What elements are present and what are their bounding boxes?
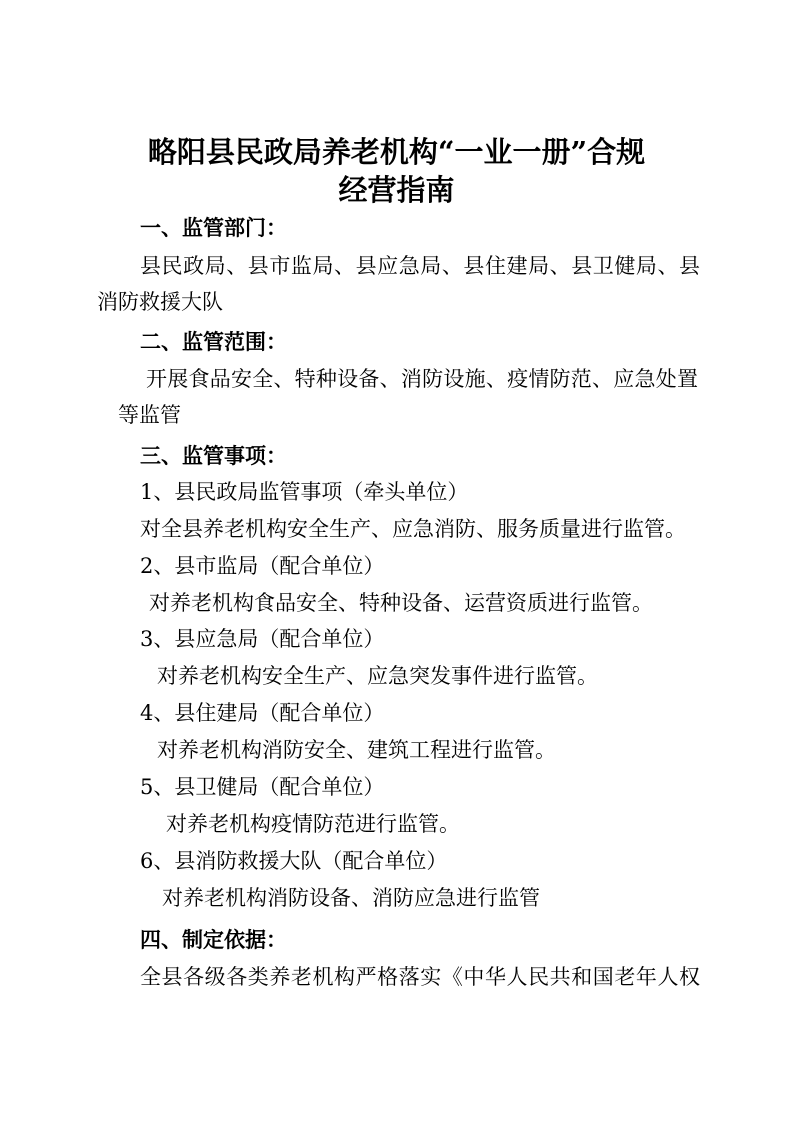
matter-item-description: 对全县养老机构安全生产、应急消防、服务质量进行监管。	[140, 517, 686, 541]
matter-item-description: 对养老机构消防安全、建筑工程进行监管。	[157, 738, 556, 762]
matter-item-description: 对养老机构食品安全、特种设备、运营资质进行监管。	[149, 591, 653, 615]
matter-item-title: 6、县消防救援大队（配合单位）	[140, 849, 448, 873]
section-body-line: 全县各级各类养老机构严格落实《中华人民共和国老年人权	[140, 965, 700, 989]
document-title-line-2: 经营指南	[338, 173, 455, 207]
section-body-line: 开展食品安全、特种设备、消防设施、疫情防范、应急处置	[146, 367, 698, 391]
document-title-line-1: 略阳县民政局养老机构“一业一册”合规	[147, 135, 646, 169]
matter-item-title: 4、县住建局（配合单位）	[140, 701, 385, 725]
matter-item-title: 5、县卫健局（配合单位）	[140, 775, 385, 799]
section-heading-supervision-matters: 三、监管事项：	[140, 444, 287, 468]
matter-item-description: 对养老机构安全生产、应急突发事件进行监管。	[157, 664, 598, 688]
section-heading-supervision-scope: 二、监管范围：	[140, 330, 287, 354]
section-body-line: 县民政局、县市监局、县应急局、县住建局、县卫健局、县	[140, 254, 700, 278]
matter-item-title: 2、县市监局（配合单位）	[140, 554, 385, 578]
matter-item-description: 对养老机构消防设备、消防应急进行监管	[162, 886, 540, 910]
section-heading-supervising-departments: 一、监管部门：	[140, 216, 287, 240]
matter-item-title: 3、县应急局（配合单位）	[140, 627, 385, 651]
matter-item-description: 对养老机构疫情防范进行监管。	[166, 812, 460, 836]
matter-item-title: 1、县民政局监管事项（牵头单位）	[140, 480, 469, 504]
section-body-line: 消防救援大队	[97, 290, 223, 314]
section-heading-basis: 四、制定依据：	[140, 928, 287, 952]
section-body-line: 等监管	[118, 403, 181, 427]
